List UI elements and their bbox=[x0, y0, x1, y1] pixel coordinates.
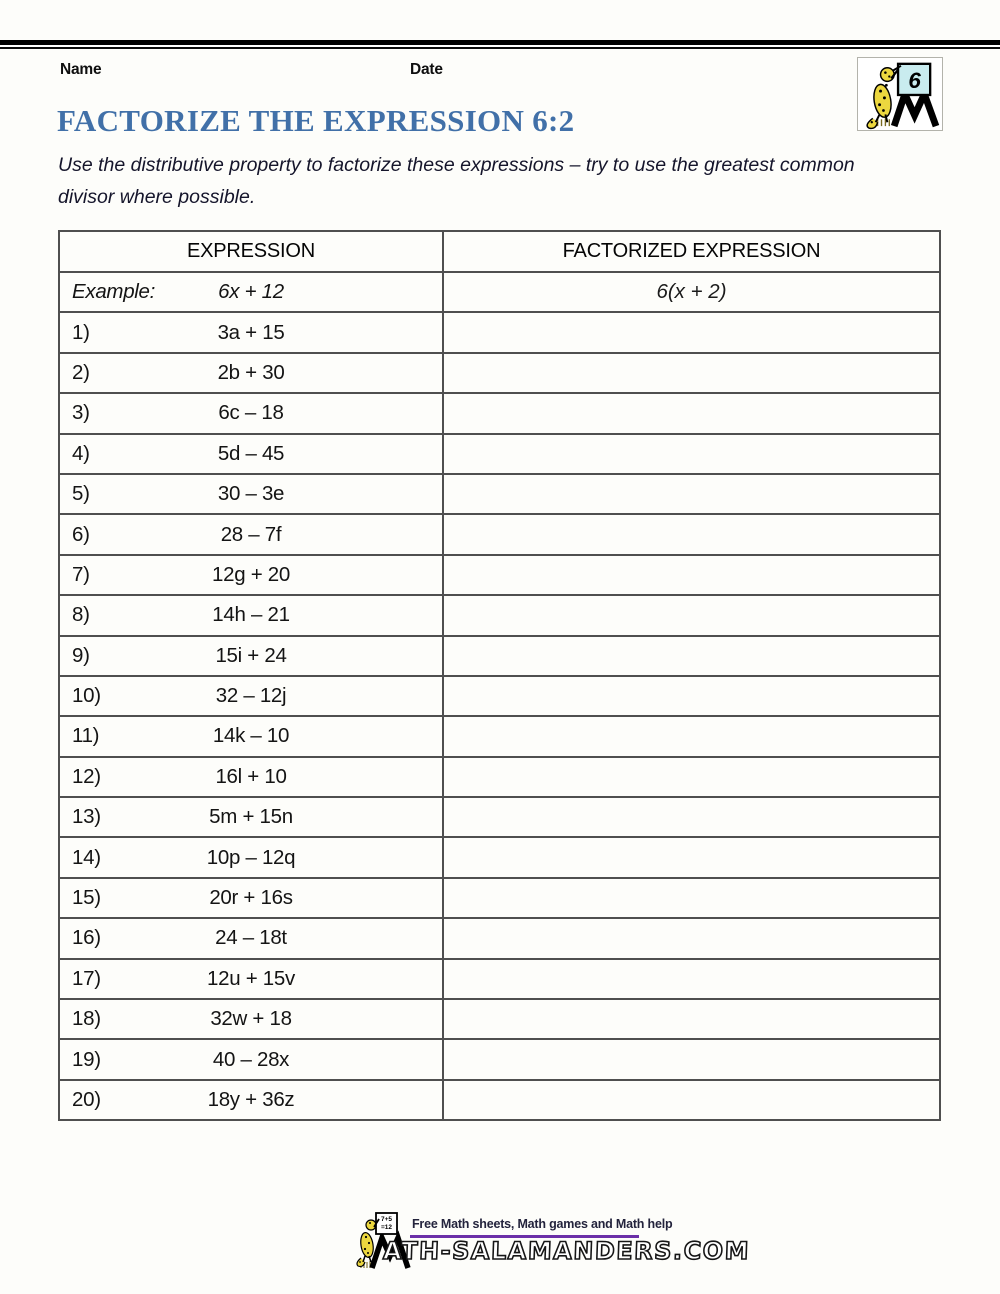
instructions-line2: divisor where possible. bbox=[58, 185, 256, 208]
board-sum-line2: =12 bbox=[380, 1224, 393, 1231]
answer-cell bbox=[443, 393, 940, 433]
row-number: 13) bbox=[72, 805, 101, 829]
row-expression: 5d – 45 bbox=[217, 441, 285, 465]
row-expression: 32 – 12j bbox=[215, 684, 287, 708]
easel-m-icon bbox=[894, 94, 936, 126]
date-label: Date bbox=[410, 61, 443, 78]
table-header-row bbox=[59, 231, 940, 272]
column-header-expression: EXPRESSION bbox=[59, 231, 443, 272]
table-row bbox=[59, 878, 940, 918]
salamander-logo-icon bbox=[858, 58, 942, 130]
row-number: 3) bbox=[72, 401, 90, 425]
table-row bbox=[59, 1080, 940, 1120]
answer-cell bbox=[443, 878, 940, 918]
row-number: 19) bbox=[72, 1047, 101, 1071]
table-row bbox=[59, 999, 940, 1039]
example-label: Example: bbox=[72, 280, 156, 304]
answer-cell bbox=[443, 918, 940, 958]
answer-cell bbox=[443, 514, 940, 554]
expression-table bbox=[58, 230, 941, 1121]
answer-cell bbox=[443, 716, 940, 756]
table-row bbox=[59, 797, 940, 837]
row-number: 5) bbox=[72, 482, 90, 506]
top-divider bbox=[0, 40, 1000, 49]
row-expression: 12g + 20 bbox=[212, 562, 290, 586]
answer-cell bbox=[443, 999, 940, 1039]
row-number: 4) bbox=[72, 441, 90, 465]
row-expression: 40 – 28x bbox=[212, 1047, 290, 1071]
board-number: 6 bbox=[908, 68, 921, 94]
answer-cell bbox=[443, 312, 940, 352]
answer-cell bbox=[443, 797, 940, 837]
answer-cell bbox=[443, 1039, 940, 1079]
row-expression: 5m + 15n bbox=[209, 805, 293, 829]
logo-badge bbox=[857, 57, 943, 131]
row-number: 8) bbox=[72, 603, 90, 627]
table-row bbox=[59, 474, 940, 514]
row-number: 10) bbox=[72, 684, 101, 708]
site-name: ATH-SALAMANDERS.COM bbox=[382, 1237, 751, 1265]
table-row bbox=[59, 676, 940, 716]
row-number: 17) bbox=[72, 966, 101, 990]
row-expression: 14h – 21 bbox=[212, 603, 290, 627]
answer-cell bbox=[443, 676, 940, 716]
row-expression: 2b + 30 bbox=[217, 360, 285, 384]
answer-cell bbox=[443, 837, 940, 877]
table-row bbox=[59, 959, 940, 999]
answer-cell bbox=[443, 434, 940, 474]
table-row bbox=[59, 353, 940, 393]
row-expression: 16l + 10 bbox=[215, 764, 287, 788]
table-row bbox=[59, 837, 940, 877]
answer-cell bbox=[443, 757, 940, 797]
row-expression: 24 – 18t bbox=[215, 926, 287, 950]
table-row bbox=[59, 434, 940, 474]
answer-cell bbox=[443, 595, 940, 635]
row-number: 7) bbox=[72, 562, 90, 586]
row-expression: 30 – 3e bbox=[217, 482, 285, 506]
row-number: 20) bbox=[72, 1088, 101, 1111]
example-expression: 6x + 12 bbox=[218, 280, 284, 304]
table-row bbox=[59, 716, 940, 756]
example-row bbox=[59, 272, 940, 312]
row-number: 16) bbox=[72, 926, 101, 950]
row-expression: 6c – 18 bbox=[218, 401, 284, 425]
example-factorized: 6(x + 2) bbox=[443, 272, 940, 312]
answer-cell bbox=[443, 353, 940, 393]
row-number: 18) bbox=[72, 1007, 101, 1031]
row-expression: 20r + 16s bbox=[209, 886, 293, 910]
column-header-factorized: FACTORIZED EXPRESSION bbox=[443, 231, 940, 272]
table-row bbox=[59, 918, 940, 958]
answer-cell bbox=[443, 959, 940, 999]
row-number: 9) bbox=[72, 643, 90, 667]
table-row bbox=[59, 1039, 940, 1079]
row-expression: 3a + 15 bbox=[217, 320, 285, 344]
row-expression: 10p – 12q bbox=[206, 845, 296, 869]
table-row bbox=[59, 312, 940, 352]
table-row bbox=[59, 555, 940, 595]
board-sum-line1: 7+5 bbox=[380, 1216, 393, 1223]
answer-cell bbox=[443, 555, 940, 595]
name-label: Name bbox=[60, 61, 102, 78]
row-expression: 28 – 7f bbox=[220, 522, 282, 546]
row-number: 2) bbox=[72, 360, 90, 384]
row-expression: 15i + 24 bbox=[215, 643, 287, 667]
row-expression: 14k – 10 bbox=[212, 724, 290, 748]
page-title: FACTORIZE THE EXPRESSION 6:2 bbox=[57, 103, 575, 138]
row-expression: 12u + 15v bbox=[207, 966, 295, 990]
row-expression: 32w + 18 bbox=[210, 1007, 292, 1031]
answer-cell bbox=[443, 474, 940, 514]
answer-cell bbox=[443, 1080, 940, 1120]
instructions bbox=[58, 150, 948, 213]
table-row bbox=[59, 636, 940, 676]
table-row bbox=[59, 393, 940, 433]
row-expression: 18y + 36z bbox=[207, 1088, 295, 1111]
row-number: 12) bbox=[72, 764, 101, 788]
row-number: 14) bbox=[72, 845, 101, 869]
row-number: 1) bbox=[72, 320, 90, 344]
row-number: 11) bbox=[72, 724, 100, 748]
footer-tagline: Free Math sheets, Math games and Math help bbox=[412, 1217, 673, 1231]
row-number: 15) bbox=[72, 886, 101, 910]
instructions-line1: Use the distributive property to factorize these expressions – try to use the greatest common bbox=[58, 154, 855, 176]
answer-cell bbox=[443, 636, 940, 676]
row-number: 6) bbox=[72, 522, 90, 546]
table-row bbox=[59, 757, 940, 797]
table-row bbox=[59, 514, 940, 554]
table-row bbox=[59, 595, 940, 635]
